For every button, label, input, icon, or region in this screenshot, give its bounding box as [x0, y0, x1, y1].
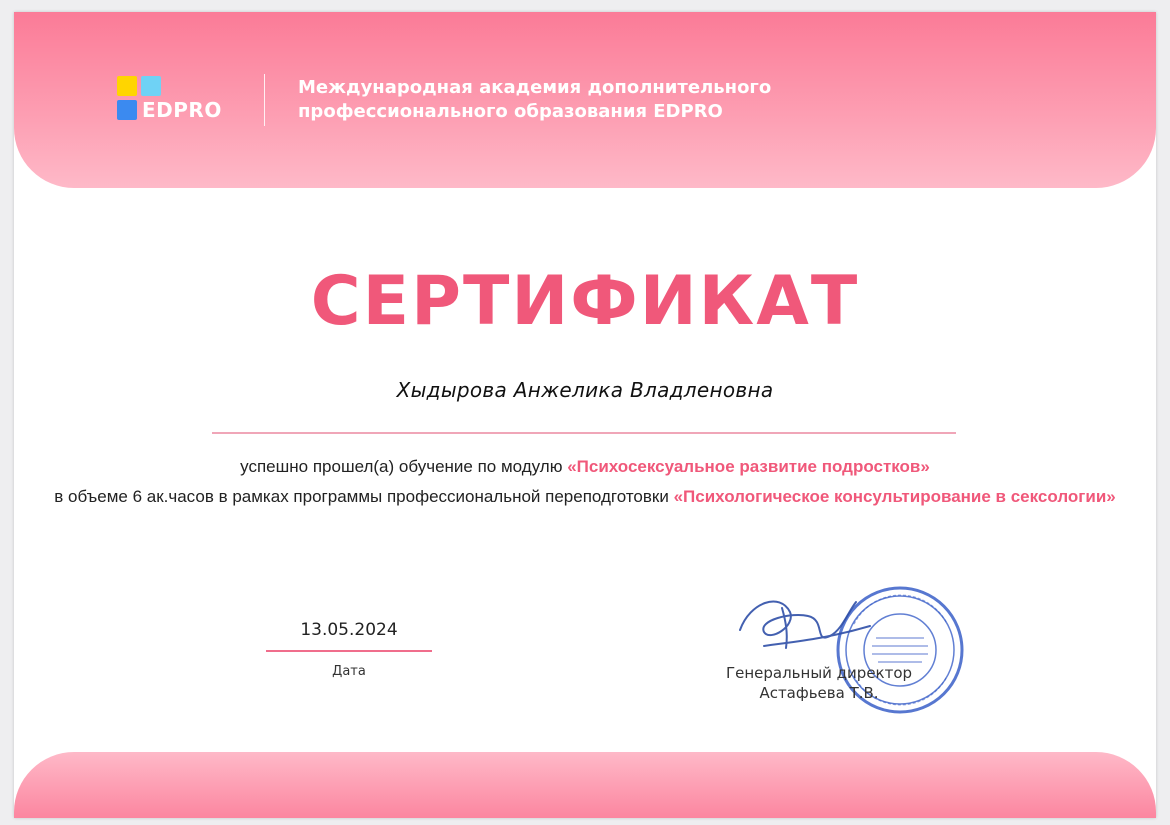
organization-name-line2: профессионального образования EDPRO	[298, 101, 723, 122]
footer-band	[14, 752, 1156, 818]
director-name: Астафьева Т.В.	[759, 684, 879, 702]
logo-divider	[264, 74, 265, 126]
director-signature	[730, 582, 880, 662]
body-line-1	[44, 452, 1126, 482]
logo-square-blue	[117, 100, 137, 120]
logo-square-cyan	[141, 76, 161, 96]
date-caption: Дата	[332, 664, 366, 679]
program-intro-text: в объеме 6 ак.часов в рамках программы профессиональной переподготовки	[54, 487, 674, 506]
certificate-body	[44, 452, 1126, 512]
date-underline	[266, 650, 432, 652]
organization-name-line1: Международная академия дополнительного	[298, 77, 772, 98]
edpro-logo	[117, 76, 237, 126]
issue-date: 13.05.2024	[300, 620, 398, 640]
module-intro-text: успешно прошел(а) обучение по модулю	[240, 457, 568, 476]
organization-name	[298, 76, 898, 124]
recipient-underline	[212, 432, 956, 434]
logo-text: EDPRO	[142, 98, 222, 122]
certificate-sheet	[14, 12, 1156, 818]
body-line-2	[44, 482, 1126, 512]
director-title: Генеральный директор	[725, 664, 913, 682]
module-name: «Психосексуальное развитие подростков»	[567, 457, 930, 476]
recipient-name: Хыдырова Анжелика Владленовна	[396, 378, 774, 402]
logo-square-yellow	[117, 76, 137, 96]
program-name: «Психологическое консультирование в сексологии»	[673, 487, 1116, 506]
certificate-title: СЕРТИФИКАТ	[310, 262, 860, 341]
